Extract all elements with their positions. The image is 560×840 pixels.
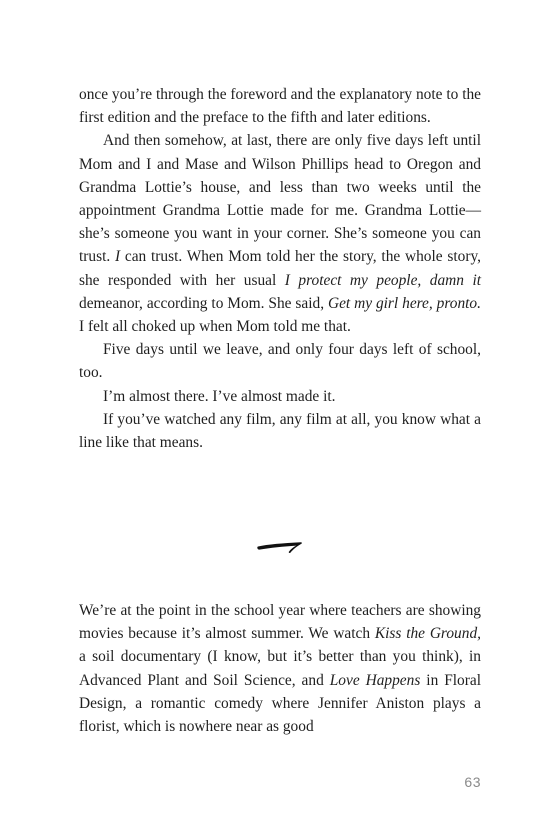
scene-break-ornament xyxy=(256,537,304,557)
text-run: in Floral Design, a romantic comedy where Jennifer Aniston plays a florist, which is nowhere near as good xyxy=(79,671,481,736)
paragraph-five-days: Five days until we leave, and only four days left of school, too. xyxy=(79,341,481,382)
brush-stroke-scene-break-icon xyxy=(256,537,304,557)
text-run: I felt all choked up when Mom told me that. xyxy=(79,318,351,336)
text-block-top xyxy=(79,83,481,454)
italic-run: Get my girl here, pronto. xyxy=(327,294,481,312)
italic-run: Love Happens xyxy=(329,671,421,689)
text-run: a soil documentary (I know, but it’s better than you think), in Advanced Plant and Soil Science, and xyxy=(79,648,481,689)
text-run: We’re at the point in the school year where teachers are showing movies because it’s almost summer. We watch xyxy=(79,602,481,643)
paragraph-grandma-lottie xyxy=(79,129,481,338)
italic-run: I protect my people, damn it xyxy=(284,271,481,289)
page-number: 63 xyxy=(464,774,481,790)
text-block-bottom xyxy=(79,599,481,738)
paragraph-almost-there: I’m almost there. I’ve almost made it. xyxy=(103,387,336,405)
text-run: And then somehow, at last, there are only five days left until Mom and I and Mase and Wilson Phillips head to Oregon and Grandma Lottie’s house, and less than two weeks until the appointment Grandma Lottie made for me. Grandma Lottie—she’s someone you want in your corner. She’s someone you can trust. xyxy=(79,132,481,266)
italic-run: I xyxy=(114,248,121,266)
text-run: demeanor, according to Mom. She said, xyxy=(79,294,328,312)
italic-run: Kiss the Ground, xyxy=(374,625,481,643)
text-run: can trust. When Mom told her the story, the whole story, she responded with her usual xyxy=(79,248,481,289)
paragraph-film-line: If you’ve watched any film, any film at all, you know what a line like that means. xyxy=(79,410,481,452)
paragraph-movies xyxy=(79,599,481,738)
paragraph-continuation: once you’re through the foreword and the explanatory note to the first edition and the preface to the fifth and later editions. xyxy=(79,86,481,127)
